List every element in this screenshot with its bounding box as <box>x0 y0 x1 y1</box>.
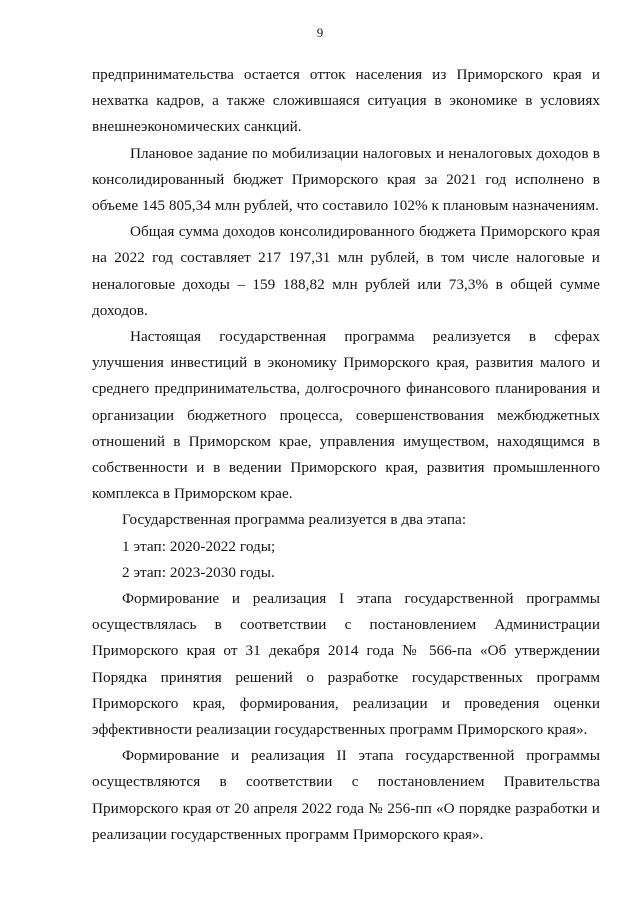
paragraph: предпринимательства остается отток населения из Приморского края и нехватка кадров, а также сложившаяся ситуация в экономике в условиях внешнеэкономических санкций. <box>92 66 600 136</box>
page-number: 9 <box>316 25 324 40</box>
paragraph: Настоящая государственная программа реализуется в сферах улучшения инвестиций в экономику Приморского края, развития малого и среднего предпринимательства, долгосрочного финансового планирования и организации бюджетного процесса, совершенствования межбюджетных отношений в Приморском крае, управления имуществом, находящимся в собственности и в ведении Приморского края, развития промышленного комплекса в Приморском крае. <box>92 328 600 503</box>
paragraph: Государственная программа реализуется в два этапа: <box>122 511 467 529</box>
list-item: 1 этап: 2020-2022 годы; <box>122 537 276 555</box>
list-item: 2 этап: 2023-2030 годы. <box>122 563 275 581</box>
paragraph: Плановое задание по мобилизации налоговых и неналоговых доходов в консолидированный бюджет Приморского края за 2021 год исполнено в объеме 145 805,34 млн рублей, что составило 102% к плановым назначениям. <box>92 144 600 215</box>
document-body <box>92 62 600 848</box>
paragraph: Формирование и реализация II этапа государственной программы осуществляются в соответствии с постановлением Правительства Приморского края от 20 апреля 2022 года № 256-пп «О порядке разработки и реализации государственных программ Приморского края». <box>92 747 600 843</box>
paragraph: Общая сумма доходов консолидированного бюджета Приморского края на 2022 год составляет 217 197,31 млн рублей, в том числе налоговые и неналоговые доходы – 159 188,82 млн рублей или 73,3% в общей сумме доходов. <box>92 223 600 319</box>
paragraph: Формирование и реализация I этапа государственной программы осуществлялась в соответствии с постановлением Администрации Приморского края от 31 декабря 2014 года № 566-па «Об утверждении Порядка принятия решений о разработке государственных программ Приморского края, формирования, реализации и проведения оценки эффективности реализации государственных программ Приморского края». <box>92 590 600 739</box>
